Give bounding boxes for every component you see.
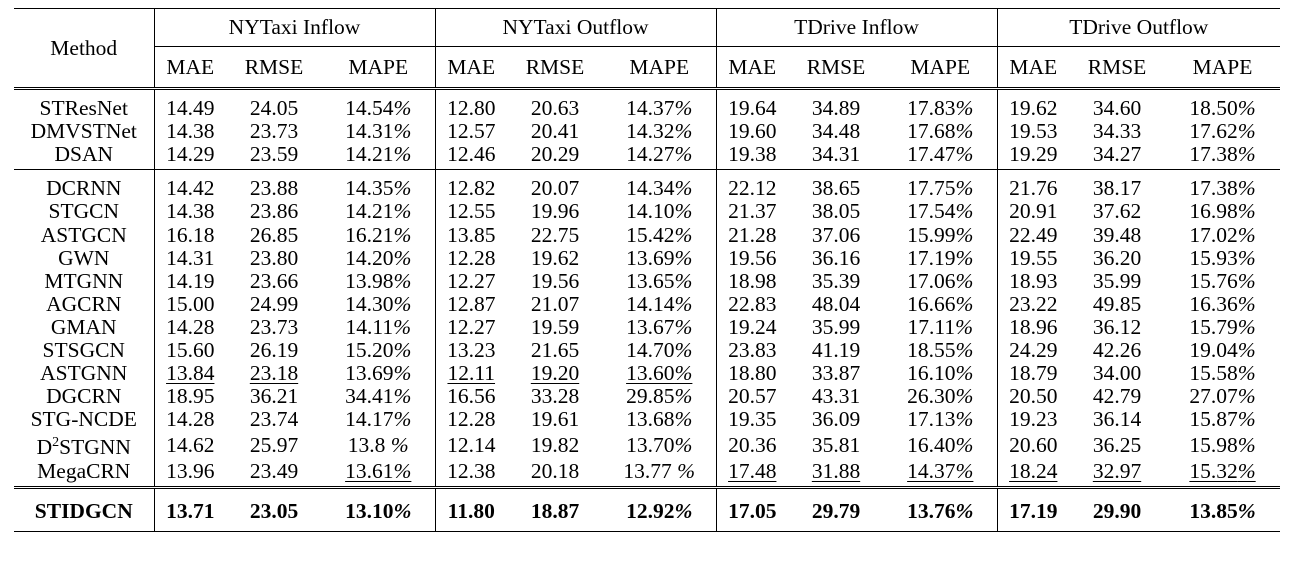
- metric-value: 13.67%: [626, 314, 693, 339]
- metric-value: 34.31: [811, 142, 861, 167]
- metric-value: 21.07: [530, 291, 580, 316]
- table-row: [14, 200, 1280, 223]
- metric-value: 29.90: [1069, 487, 1165, 531]
- metric-value: 37.06: [811, 222, 861, 247]
- metric-value: 42.26: [1092, 337, 1142, 362]
- metric-value: 14.11%: [345, 314, 411, 339]
- metric-value: 32.97: [1092, 458, 1142, 483]
- metric-value: 15.00: [154, 293, 226, 316]
- metric-value: 15.98%: [1189, 432, 1256, 457]
- group-header: TDrive Inflow: [716, 9, 997, 47]
- metric-value: 12.87: [435, 293, 507, 316]
- table-row: [14, 362, 1280, 385]
- metric-value: 12.55: [435, 200, 507, 223]
- metric-value: 13.76%: [884, 487, 997, 531]
- metric-header: RMSE: [1069, 47, 1165, 89]
- metric-value: 16.66%: [907, 291, 974, 316]
- metric-value: 18.50%: [1165, 89, 1280, 121]
- metric-value: 38.65: [788, 170, 884, 201]
- metric-value: 12.11: [435, 362, 507, 385]
- metric-value: 13.71: [154, 487, 226, 531]
- metric-value: 14.28: [154, 408, 226, 431]
- metric-value: 20.41: [530, 119, 580, 144]
- metric-value: 19.20: [530, 361, 580, 386]
- metric-value: 35.81: [811, 432, 861, 457]
- metric-value: 19.60: [716, 120, 788, 143]
- metric-value: 12.80: [435, 89, 507, 121]
- metric-value: 35.39: [811, 268, 861, 293]
- metric-header: MAE: [154, 47, 226, 89]
- metric-value: 17.68%: [907, 119, 974, 144]
- table-row: [14, 143, 1280, 170]
- metric-value: 36.16: [811, 245, 861, 270]
- metric-value: 18.93: [997, 270, 1069, 293]
- metric-value: 15.58%: [1189, 361, 1256, 386]
- metric-value: 13.70%: [626, 432, 693, 457]
- metric-value: 34.48: [811, 119, 861, 144]
- metric-value: 38.05: [811, 199, 861, 224]
- metric-value: 19.82: [530, 432, 580, 457]
- table-row: [14, 487, 1280, 531]
- table-row: [14, 431, 1280, 459]
- metric-value: 20.18: [530, 458, 580, 483]
- metric-value: 23.80: [249, 245, 299, 270]
- metric-value: 37.62: [1092, 199, 1142, 224]
- metric-value: 14.70%: [626, 337, 693, 362]
- method-name: DGCRN: [46, 384, 122, 409]
- method-name: ASTGNN: [40, 361, 128, 386]
- metric-value: 13.61%: [345, 458, 412, 483]
- metric-value: 13.85: [435, 223, 507, 246]
- metric-value: 12.46: [435, 143, 507, 170]
- metric-value: 17.02%: [1189, 222, 1256, 247]
- metric-value: 34.00: [1092, 361, 1142, 386]
- metric-value: 14.21%: [345, 142, 412, 167]
- metric-value: 20.91: [997, 200, 1069, 223]
- metric-value: 23.66: [249, 268, 299, 293]
- metric-value: 13.60%: [626, 361, 693, 386]
- metric-value: 39.48: [1092, 222, 1142, 247]
- metric-value: 12.38: [435, 459, 507, 487]
- metric-value: 20.07: [507, 170, 603, 201]
- table-row: [14, 270, 1280, 293]
- metric-header: MAPE: [322, 47, 435, 89]
- metric-value: 17.13%: [907, 407, 974, 432]
- metric-value: 19.35: [716, 408, 788, 431]
- metric-value: 20.29: [530, 142, 580, 167]
- method-name: GMAN: [50, 314, 117, 339]
- group-header: NYTaxi Inflow: [154, 9, 435, 47]
- method-name: MegaCRN: [37, 458, 131, 483]
- metric-value: 22.12: [716, 170, 788, 201]
- metric-value: 38.17: [1069, 170, 1165, 201]
- metric-value: 14.62: [154, 431, 226, 459]
- metric-value: 14.38: [154, 200, 226, 223]
- metric-value: 36.12: [1092, 314, 1142, 339]
- metric-value: 14.54%: [322, 89, 435, 121]
- metric-value: 13.10%: [322, 487, 435, 531]
- metric-value: 20.63: [507, 89, 603, 121]
- metric-value: 23.83: [716, 339, 788, 362]
- method-name: DMVSTNet: [30, 119, 137, 144]
- method-name: STGCN: [48, 199, 119, 224]
- method-name: DSAN: [54, 142, 114, 167]
- metric-value: 15.60: [154, 339, 226, 362]
- metric-value: 12.27: [435, 270, 507, 293]
- metric-value: 22.49: [997, 223, 1069, 246]
- metric-value: 17.54%: [907, 199, 974, 224]
- metric-value: 19.62: [997, 89, 1069, 121]
- method-name: AGCRN: [46, 291, 122, 316]
- metric-header: MAPE: [884, 47, 997, 89]
- metric-value: 24.99: [249, 291, 299, 316]
- metric-value: 14.17%: [345, 407, 412, 432]
- metric-value: 19.96: [530, 199, 580, 224]
- metric-value: 13.65%: [626, 268, 693, 293]
- metric-value: 17.48: [716, 459, 788, 487]
- metric-value: 36.25: [1092, 432, 1142, 457]
- metric-value: 17.05: [716, 487, 788, 531]
- metric-value: 34.27: [1092, 142, 1142, 167]
- table-row: [14, 120, 1280, 143]
- metric-value: 23.88: [226, 170, 322, 201]
- metric-value: 23.86: [249, 199, 299, 224]
- metric-value: 17.19: [997, 487, 1069, 531]
- metric-value: 15.93%: [1189, 245, 1256, 270]
- metric-value: 14.21%: [345, 199, 412, 224]
- metric-value: 15.79%: [1189, 314, 1256, 339]
- metric-value: 14.37%: [907, 458, 974, 483]
- group-header: TDrive Outflow: [997, 9, 1280, 47]
- metric-value: 34.33: [1092, 119, 1142, 144]
- metric-value: 42.79: [1092, 384, 1142, 409]
- metric-value: 36.21: [249, 384, 299, 409]
- metric-value: 12.82: [435, 170, 507, 201]
- metric-value: 23.22: [997, 293, 1069, 316]
- metric-value: 23.59: [249, 142, 299, 167]
- metric-value: 14.31%: [345, 119, 412, 144]
- metric-value: 35.99: [811, 314, 861, 339]
- metric-value: 23.18: [249, 361, 299, 386]
- metric-value: 14.28: [154, 316, 226, 339]
- metric-value: 17.19%: [907, 245, 974, 270]
- metric-value: 26.30%: [907, 384, 974, 409]
- method-name: STSGCN: [42, 337, 125, 362]
- metric-value: 12.27: [435, 316, 507, 339]
- metric-value: 16.21%: [345, 222, 412, 247]
- metric-value: 17.38%: [1165, 170, 1280, 201]
- metric-value: 13.84: [154, 362, 226, 385]
- metric-value: 43.31: [811, 384, 861, 409]
- metric-value: 19.38: [716, 143, 788, 170]
- results-table: [14, 8, 1280, 532]
- metric-value: 23.49: [249, 458, 299, 483]
- metric-value: 16.18: [154, 223, 226, 246]
- metric-value: 36.20: [1092, 245, 1142, 270]
- metric-value: 35.99: [1092, 268, 1142, 293]
- metric-value: 13.77 %: [623, 458, 696, 483]
- metric-value: 22.83: [716, 293, 788, 316]
- metric-value: 24.29: [997, 339, 1069, 362]
- metric-value: 14.35%: [322, 170, 435, 201]
- table-row: [14, 316, 1280, 339]
- method-name: MTGNN: [44, 268, 124, 293]
- metric-value: 23.05: [226, 487, 322, 531]
- metric-value: 18.95: [154, 385, 226, 408]
- metric-value: 21.28: [716, 223, 788, 246]
- metric-value: 29.79: [788, 487, 884, 531]
- metric-value: 33.87: [811, 361, 861, 386]
- metric-value: 18.80: [716, 362, 788, 385]
- metric-value: 19.56: [716, 247, 788, 270]
- table-row: [14, 339, 1280, 362]
- metric-value: 17.11%: [907, 314, 973, 339]
- group-header: NYTaxi Outflow: [435, 9, 716, 47]
- metric-value: 14.37%: [603, 89, 716, 121]
- method-name: ASTGCN: [40, 222, 127, 247]
- metric-header: RMSE: [507, 47, 603, 89]
- metric-header: MAPE: [603, 47, 716, 89]
- metric-value: 20.36: [716, 431, 788, 459]
- metric-value: 25.97: [249, 432, 299, 457]
- metric-value: 12.92%: [603, 487, 716, 531]
- metric-value: 14.10%: [626, 199, 693, 224]
- table-row: [14, 408, 1280, 431]
- metric-value: 11.80: [435, 487, 507, 531]
- metric-value: 23.74: [249, 407, 299, 432]
- metric-value: 14.38: [154, 120, 226, 143]
- metric-value: 23.73: [249, 314, 299, 339]
- metric-value: 14.31: [154, 247, 226, 270]
- metric-value: 14.20%: [345, 245, 412, 270]
- metric-value: 17.47%: [907, 142, 974, 167]
- metric-value: 21.65: [530, 337, 580, 362]
- metric-value: 21.37: [716, 200, 788, 223]
- metric-value: 20.57: [716, 385, 788, 408]
- table-row: [14, 223, 1280, 246]
- metric-value: 13.98%: [345, 268, 412, 293]
- metric-value: 13.69%: [345, 361, 412, 386]
- metric-header-row: [14, 47, 1280, 89]
- metric-value: 16.40%: [907, 432, 974, 457]
- metric-header: MAE: [997, 47, 1069, 89]
- metric-value: 19.55: [997, 247, 1069, 270]
- metric-value: 14.42: [154, 170, 226, 201]
- metric-value: 14.29: [154, 143, 226, 170]
- method-name: DCRNN: [14, 170, 154, 201]
- metric-value: 21.76: [997, 170, 1069, 201]
- metric-value: 14.19: [154, 270, 226, 293]
- metric-value: 19.29: [997, 143, 1069, 170]
- metric-value: 14.49: [154, 89, 226, 121]
- method-header: Method: [14, 9, 154, 89]
- metric-value: 26.85: [249, 222, 299, 247]
- method-name: GWN: [58, 245, 110, 270]
- metric-value: 13.8 %: [347, 432, 409, 457]
- metric-value: 48.04: [811, 291, 861, 316]
- metric-value: 19.59: [530, 314, 580, 339]
- metric-value: 18.87: [507, 487, 603, 531]
- metric-value: 23.73: [249, 119, 299, 144]
- table-row: [14, 247, 1280, 270]
- metric-value: 20.60: [997, 431, 1069, 459]
- metric-value: 15.76%: [1189, 268, 1256, 293]
- metric-value: 15.32%: [1189, 458, 1256, 483]
- method-name: $D^2STGNN$: [36, 435, 131, 460]
- metric-value: 49.85: [1092, 291, 1142, 316]
- metric-value: 34.60: [1069, 89, 1165, 121]
- metric-value: 27.07%: [1189, 384, 1256, 409]
- metric-value: 36.14: [1092, 407, 1142, 432]
- metric-value: 41.19: [811, 337, 861, 362]
- metric-value: 31.88: [811, 458, 861, 483]
- metric-value: 34.89: [788, 89, 884, 121]
- metric-value: 19.62: [530, 245, 580, 270]
- metric-value: 17.06%: [907, 268, 974, 293]
- metric-value: 22.75: [530, 222, 580, 247]
- metric-value: 16.10%: [907, 361, 974, 386]
- metric-value: 13.69%: [626, 245, 693, 270]
- metric-value: 34.41%: [345, 384, 412, 409]
- metric-value: 14.14%: [626, 291, 693, 316]
- metric-value: 19.53: [997, 120, 1069, 143]
- metric-header: MAE: [716, 47, 788, 89]
- metric-value: 19.23: [997, 408, 1069, 431]
- metric-header: RMSE: [226, 47, 322, 89]
- metric-value: 13.96: [154, 459, 226, 487]
- method-name: STG-NCDE: [30, 407, 137, 432]
- metric-value: 13.23: [435, 339, 507, 362]
- metric-value: 14.27%: [626, 142, 693, 167]
- table-row: [14, 459, 1280, 487]
- metric-value: 12.14: [435, 431, 507, 459]
- metric-value: 17.75%: [884, 170, 997, 201]
- metric-value: 14.32%: [626, 119, 693, 144]
- metric-value: 20.50: [997, 385, 1069, 408]
- metric-value: 13.68%: [626, 407, 693, 432]
- metric-value: 16.98%: [1189, 199, 1256, 224]
- metric-value: 24.05: [226, 89, 322, 121]
- metric-value: 14.30%: [345, 291, 412, 316]
- metric-value: 16.56: [435, 385, 507, 408]
- table-row: [14, 89, 1280, 121]
- metric-value: 13.85%: [1165, 487, 1280, 531]
- metric-value: 12.57: [435, 120, 507, 143]
- method-name: STIDGCN: [14, 487, 154, 531]
- metric-value: 17.62%: [1189, 119, 1256, 144]
- metric-value: 19.04%: [1189, 337, 1256, 362]
- metric-value: 29.85%: [626, 384, 693, 409]
- metric-value: 17.38%: [1189, 142, 1256, 167]
- metric-value: 19.24: [716, 316, 788, 339]
- metric-value: 18.79: [997, 362, 1069, 385]
- metric-value: 19.61: [530, 407, 580, 432]
- metric-value: 14.34%: [603, 170, 716, 201]
- metric-header: MAE: [435, 47, 507, 89]
- metric-value: 18.96: [997, 316, 1069, 339]
- metric-header: MAPE: [1165, 47, 1280, 89]
- metric-value: 26.19: [249, 337, 299, 362]
- metric-value: 19.64: [716, 89, 788, 121]
- metric-header: RMSE: [788, 47, 884, 89]
- metric-value: 18.98: [716, 270, 788, 293]
- table-row: [14, 385, 1280, 408]
- metric-value: 19.56: [530, 268, 580, 293]
- metric-value: 15.99%: [907, 222, 974, 247]
- metric-value: 36.09: [811, 407, 861, 432]
- metric-value: 15.42%: [626, 222, 693, 247]
- metric-value: 12.28: [435, 408, 507, 431]
- method-name: STResNet: [14, 89, 154, 121]
- group-header-row: [14, 9, 1280, 47]
- metric-value: 18.24: [997, 459, 1069, 487]
- table-row: [14, 293, 1280, 316]
- metric-value: 33.28: [530, 384, 580, 409]
- metric-value: 15.20%: [345, 337, 412, 362]
- metric-value: 12.28: [435, 247, 507, 270]
- metric-value: 15.87%: [1189, 407, 1256, 432]
- metric-value: 17.83%: [884, 89, 997, 121]
- metric-value: 18.55%: [907, 337, 974, 362]
- table-row: [14, 170, 1280, 201]
- metric-value: 16.36%: [1189, 291, 1256, 316]
